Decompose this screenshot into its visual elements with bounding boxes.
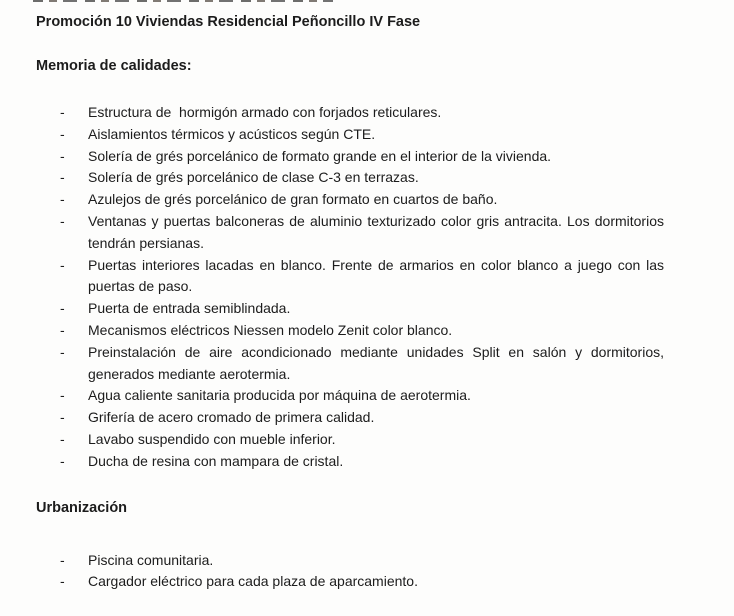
list-item	[36, 407, 698, 429]
cropped-text-artifact	[33, 0, 333, 2]
list-item-text: Agua caliente sanitaria producida por máquina de aerotermia.	[88, 387, 471, 404]
list-item-text: Cargador eléctrico para cada plaza de aparcamiento.	[88, 573, 418, 590]
bullet-dash: -	[60, 409, 65, 426]
list-item	[36, 146, 698, 168]
section-heading-memoria: Memoria de calidades:	[36, 58, 192, 74]
list-item-text: Aislamientos térmicos y acústicos según CTE.	[88, 125, 376, 142]
bullet-dash: -	[60, 125, 65, 142]
bullet-dash: -	[60, 191, 65, 208]
bullet-dash: -	[60, 387, 65, 404]
list-item	[36, 451, 698, 473]
list-item-text: Mecanismos eléctricos Niessen modelo Zenit color blanco.	[88, 321, 453, 338]
section-heading-urbanizacion: Urbanización	[36, 499, 128, 516]
list-item-text: Solería de grés porcelánico de clase C-3 en terrazas.	[88, 169, 419, 186]
list-item	[36, 320, 698, 342]
bullet-dash: -	[60, 551, 65, 568]
list-item-text: Ducha de resina con mampara de cristal.	[88, 452, 344, 469]
document-title: Promoción 10 Viviendas Residencial Peñoncillo IV Fase	[36, 14, 421, 30]
bullet-dash: -	[60, 147, 65, 164]
bullet-dash: -	[60, 256, 65, 273]
section-memoria-de-calidades	[36, 56, 698, 473]
bullet-dash: -	[60, 430, 65, 447]
list-item-text: Estructura de hormigón armado con forjados reticulares.	[88, 104, 442, 120]
list-item-text: Grifería de acero cromado de primera calidad.	[88, 409, 375, 426]
bullet-dash: -	[60, 169, 65, 186]
urbanization-list	[36, 550, 698, 594]
bullet-dash: -	[60, 573, 65, 590]
list-item-text: Puertas interiores lacadas en blanco. Frente de armarios en color blanco a juego con las puertas de paso.	[88, 256, 668, 295]
bullet-dash: -	[60, 452, 65, 469]
list-item-text: Piscina comunitaria.	[88, 551, 214, 568]
list-item	[36, 211, 698, 255]
list-item-text: Azulejos de grés porcelánico de gran formato en cuartos de baño.	[88, 191, 498, 208]
list-item	[36, 167, 698, 189]
list-item	[36, 550, 698, 572]
bullet-dash: -	[60, 300, 65, 317]
list-item	[36, 298, 698, 320]
list-item-text: Solería de grés porcelánico de formato grande en el interior de la vivienda.	[88, 147, 552, 164]
list-item-text: Ventanas y puertas balconeras de aluminio texturizado color gris antracita. Los dormitorios tendrán persianas.	[88, 212, 668, 251]
list-item	[36, 255, 698, 299]
bullet-dash: -	[60, 343, 65, 360]
list-item-text: Preinstalación de aire acondicionado mediante unidades Split en salón y dormitorios, generados mediante aerotermia.	[88, 343, 668, 382]
list-item	[36, 385, 698, 407]
list-item	[36, 124, 698, 146]
list-item	[36, 102, 698, 124]
bullet-dash: -	[60, 321, 65, 338]
list-item-text: Puerta de entrada semiblindada.	[88, 300, 291, 317]
section-urbanizacion	[36, 498, 698, 594]
list-item-text: Lavabo suspendido con mueble inferior.	[88, 430, 336, 447]
list-item	[36, 189, 698, 211]
bullet-dash: -	[60, 104, 65, 120]
bullet-dash: -	[60, 212, 65, 229]
list-item	[36, 342, 698, 386]
list-item	[36, 429, 698, 451]
list-item	[36, 571, 698, 593]
qualities-list	[36, 102, 698, 473]
